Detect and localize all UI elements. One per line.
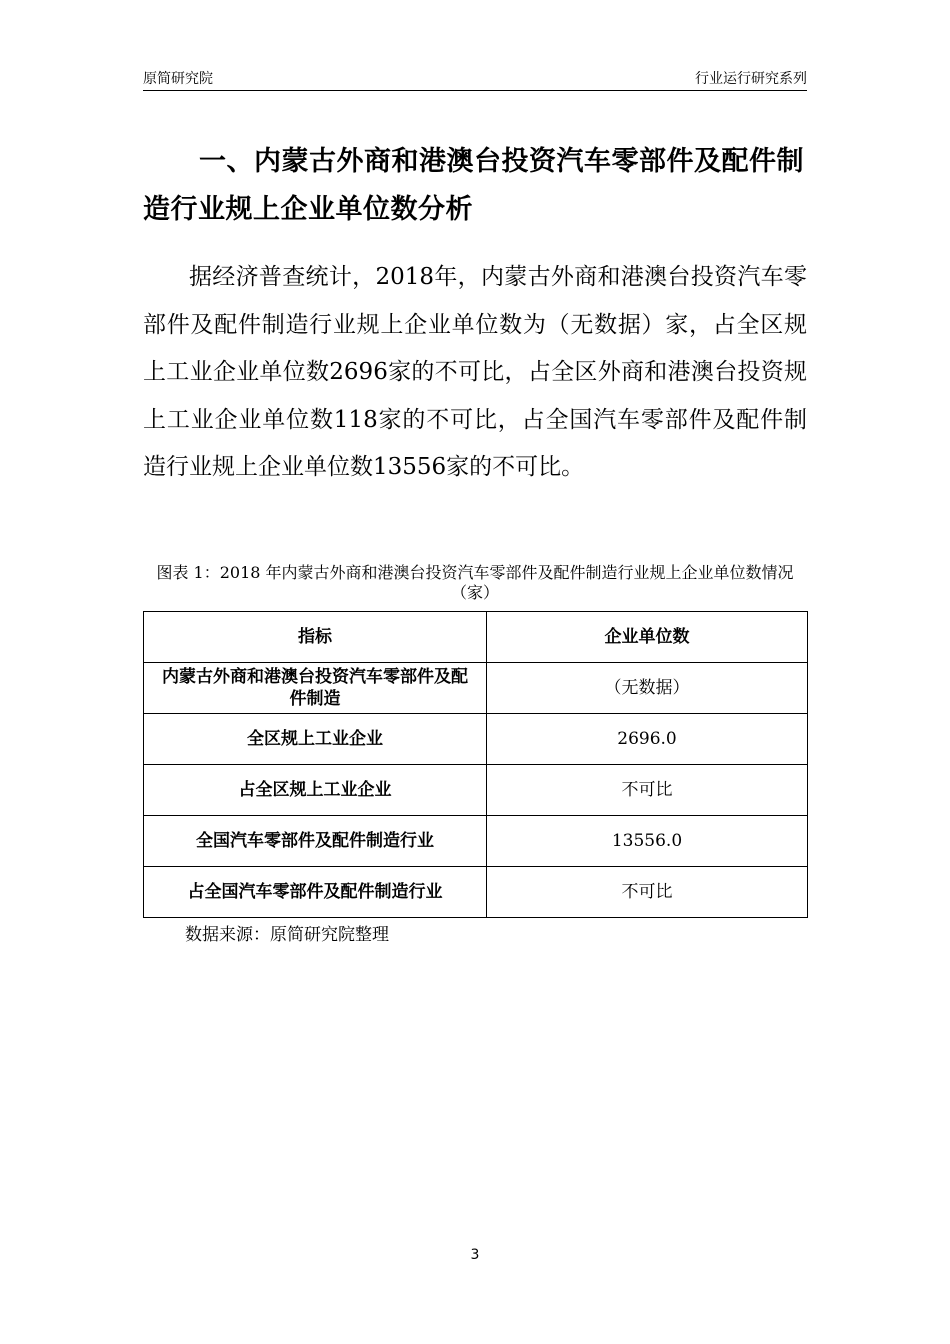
data-table	[143, 611, 808, 918]
column-header-indicator: 指标	[144, 612, 487, 663]
header-series-name: 行业运行研究系列	[695, 71, 807, 87]
table-caption: 图表 1：2018 年内蒙古外商和港澳台投资汽车零部件及配件制造行业规上企业单位数情况（家）	[156, 563, 794, 602]
row-label: 全国汽车零部件及配件制造行业	[144, 816, 487, 867]
data-source-note: 数据来源：原简研究院整理	[185, 925, 389, 945]
row-value: 不可比	[487, 867, 808, 918]
body-paragraph: 据经济普查统计，2018年，内蒙古外商和港澳台投资汽车零部件及配件制造行业规上企业单位数为（无数据）家，占全区规上工业企业单位数2696家的不可比，占全区外商和港澳台投资规上工业企业单位数118家的不可比，占全国汽车零部件及配件制造行业规上企业单位数13556家的不可比。	[143, 264, 807, 480]
table-header-row	[144, 612, 808, 663]
table-row	[144, 867, 808, 918]
row-label: 占全国汽车零部件及配件制造行业	[144, 867, 487, 918]
row-value: 2696.0	[487, 714, 808, 765]
table-row	[144, 816, 808, 867]
header-org-name: 原简研究院	[143, 71, 213, 87]
row-label: 占全区规上工业企业	[144, 765, 487, 816]
row-value: 不可比	[487, 765, 808, 816]
header-divider	[143, 90, 807, 91]
table-row	[144, 765, 808, 816]
table-row	[144, 714, 808, 765]
table-row	[144, 663, 808, 714]
page-number: 3	[470, 1247, 480, 1263]
row-value: 13556.0	[487, 816, 808, 867]
section-heading: 一、内蒙古外商和港澳台投资汽车零部件及配件制造行业规上企业单位数分析	[143, 146, 804, 225]
column-header-count: 企业单位数	[487, 612, 808, 663]
row-label: 内蒙古外商和港澳台投资汽车零部件及配件制造	[144, 663, 487, 714]
row-value: （无数据）	[487, 663, 808, 714]
row-label: 全区规上工业企业	[144, 714, 487, 765]
